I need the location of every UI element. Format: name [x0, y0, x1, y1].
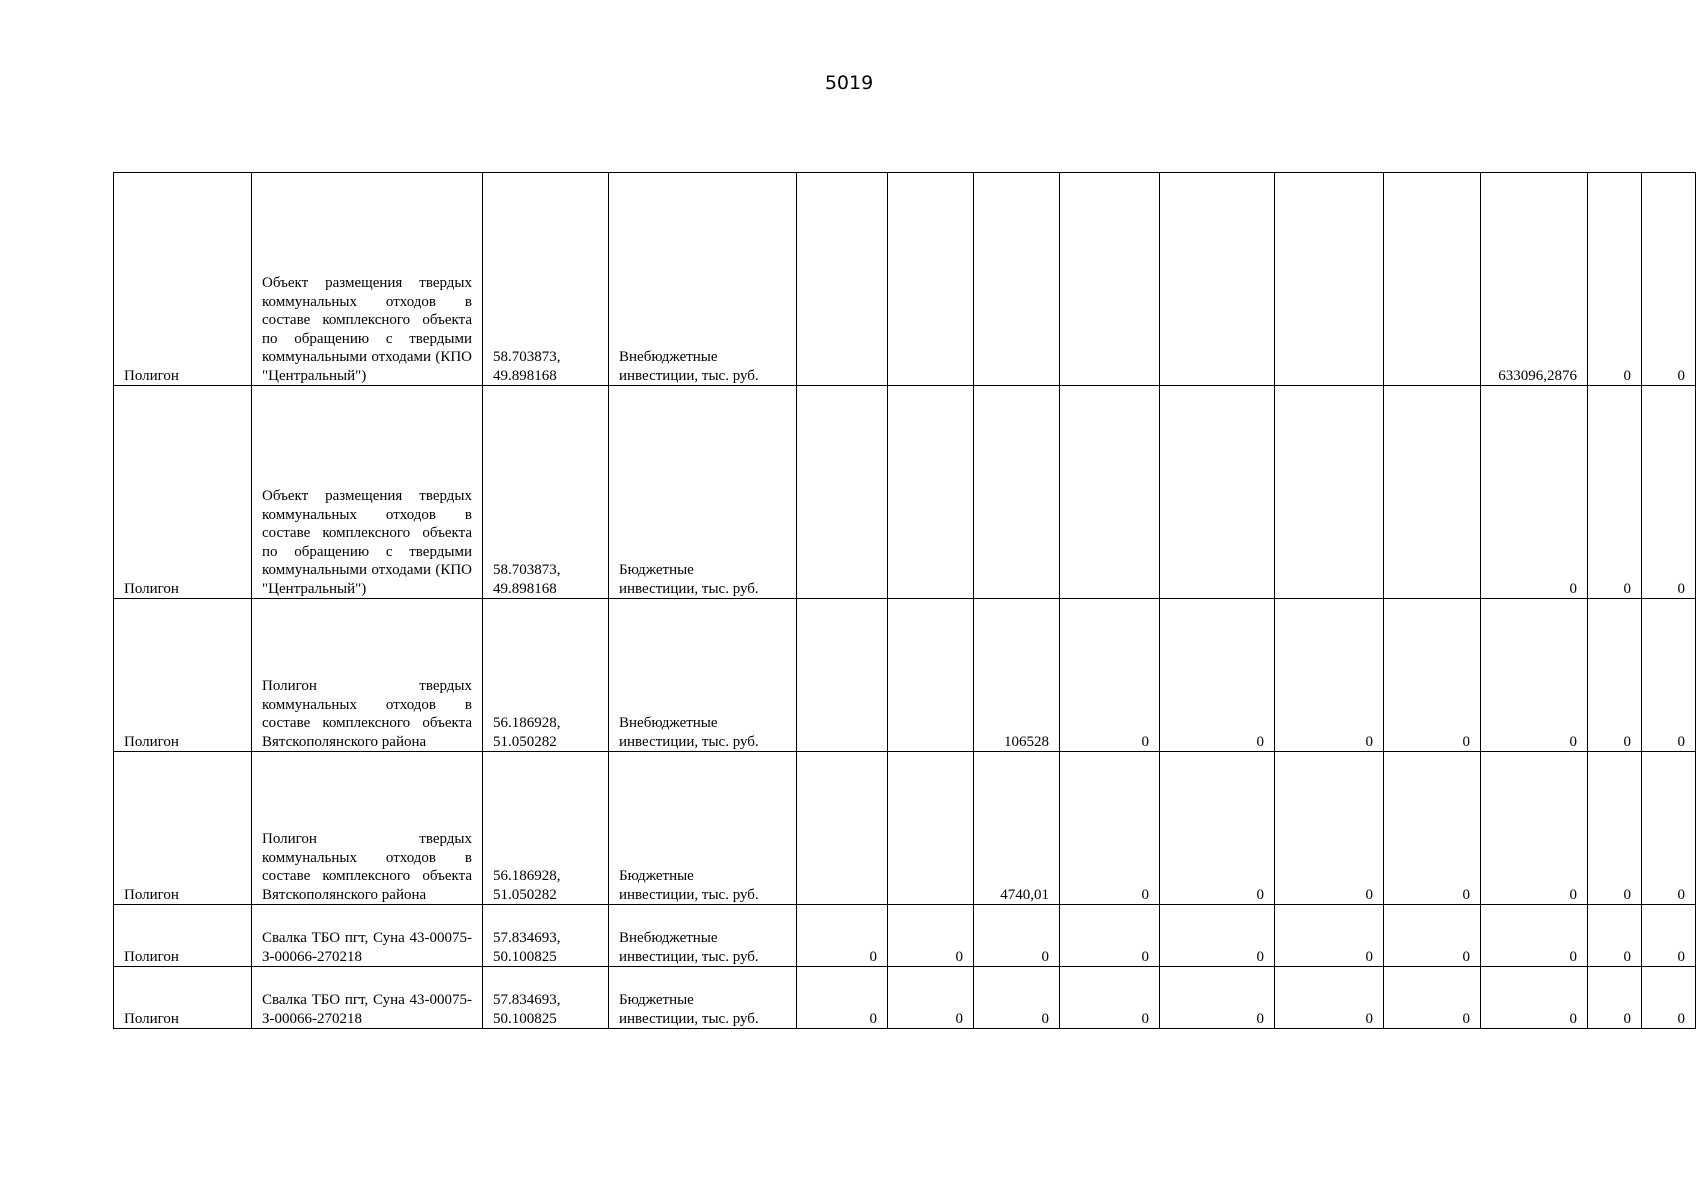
value-cell: [1275, 386, 1384, 599]
latitude-text: 58.703873,: [493, 562, 561, 578]
funding-source-unit: инвестиции, тыс. руб.: [619, 948, 759, 965]
longitude-text: 51.050282: [493, 733, 557, 750]
value-cell: 0: [1642, 905, 1696, 967]
object-name-cell: Объект размещения твердых коммунальных отходов в составе комплексного объекта по обращению с твердыми коммунальными отходами (КПО "Центральный"): [252, 173, 483, 386]
funding-source-type: Внебюджетные: [619, 349, 718, 365]
table-row: [114, 599, 1696, 752]
value-cell: [1384, 386, 1481, 599]
value-cell: 0: [1275, 905, 1384, 967]
value-cell: 0: [1642, 173, 1696, 386]
value-cell: 0: [1060, 967, 1160, 1029]
table-row: [114, 905, 1696, 967]
latitude-text: 58.703873,: [493, 349, 561, 365]
value-cell: 0: [1160, 752, 1275, 905]
object-type-cell: Полигон: [114, 905, 252, 967]
funding-source-cell: [609, 599, 797, 752]
value-cell: 0: [1588, 905, 1642, 967]
value-cell: 0: [1642, 599, 1696, 752]
value-cell: [797, 386, 888, 599]
longitude-text: 50.100825: [493, 948, 557, 965]
coordinates-cell: [483, 386, 609, 599]
value-cell: [1160, 173, 1275, 386]
table-row: [114, 386, 1696, 599]
value-cell: 0: [888, 905, 974, 967]
value-cell: 0: [1275, 599, 1384, 752]
value-cell: [797, 173, 888, 386]
funding-source-cell: [609, 752, 797, 905]
value-cell: 0: [1481, 752, 1588, 905]
value-cell: 0: [974, 905, 1060, 967]
funding-source-unit: инвестиции, тыс. руб.: [619, 886, 759, 903]
value-cell: 0: [1384, 967, 1481, 1029]
funding-source-type: Бюджетные: [619, 992, 694, 1008]
table-row: [114, 752, 1696, 905]
object-type-cell: Полигон: [114, 752, 252, 905]
latitude-text: 57.834693,: [493, 992, 561, 1008]
value-cell: 0: [1481, 386, 1588, 599]
coordinates-cell: [483, 599, 609, 752]
value-cell: 0: [1384, 905, 1481, 967]
funding-source-type: Внебюджетные: [619, 715, 718, 731]
value-cell: 0: [1060, 905, 1160, 967]
object-type-cell: Полигон: [114, 173, 252, 386]
page-number: 5019: [824, 72, 874, 94]
value-cell: 0: [1160, 599, 1275, 752]
funding-source-cell: [609, 386, 797, 599]
longitude-text: 49.898168: [493, 367, 557, 384]
value-cell: 0: [1588, 173, 1642, 386]
value-cell: 0: [1160, 967, 1275, 1029]
value-cell: [1060, 386, 1160, 599]
object-name-cell: Свалка ТБО пгт, Суна 43-00075-З-00066-270218: [252, 967, 483, 1029]
value-cell: 0: [1642, 752, 1696, 905]
funding-source-unit: инвестиции, тыс. руб.: [619, 367, 759, 384]
table-row: [114, 173, 1696, 386]
value-cell: [888, 599, 974, 752]
coordinates-cell: [483, 173, 609, 386]
value-cell: 0: [1275, 752, 1384, 905]
longitude-text: 51.050282: [493, 886, 557, 903]
investment-table: [113, 172, 1696, 1029]
latitude-text: 57.834693,: [493, 930, 561, 946]
coordinates-cell: [483, 752, 609, 905]
value-cell: 0: [974, 967, 1060, 1029]
value-cell: [1275, 173, 1384, 386]
value-cell: 0: [1481, 967, 1588, 1029]
value-cell: 0: [1642, 386, 1696, 599]
value-cell: 0: [797, 905, 888, 967]
value-cell: [797, 752, 888, 905]
value-cell: 0: [1642, 967, 1696, 1029]
coordinates-cell: [483, 905, 609, 967]
value-cell: [1060, 173, 1160, 386]
latitude-text: 56.186928,: [493, 715, 561, 731]
object-type-cell: Полигон: [114, 386, 252, 599]
funding-source-cell: [609, 173, 797, 386]
object-type-cell: Полигон: [114, 599, 252, 752]
table-body: [114, 173, 1696, 1029]
longitude-text: 50.100825: [493, 1010, 557, 1027]
coordinates-cell: [483, 967, 609, 1029]
value-cell: 0: [1160, 905, 1275, 967]
value-cell: 0: [1588, 599, 1642, 752]
value-cell: 0: [1060, 599, 1160, 752]
value-cell: 4740,01: [974, 752, 1060, 905]
value-cell: 0: [1060, 752, 1160, 905]
object-name-cell: Полигон твердых коммунальных отходов в составе комплексного объекта Вятскополянского района: [252, 599, 483, 752]
funding-source-type: Бюджетные: [619, 562, 694, 578]
table-row: [114, 967, 1696, 1029]
funding-source-cell: [609, 905, 797, 967]
value-cell: [888, 752, 974, 905]
object-type-cell: Полигон: [114, 967, 252, 1029]
funding-source-type: Внебюджетные: [619, 930, 718, 946]
value-cell: 633096,2876: [1481, 173, 1588, 386]
object-name-cell: Полигон твердых коммунальных отходов в составе комплексного объекта Вятскополянского района: [252, 752, 483, 905]
value-cell: 0: [1275, 967, 1384, 1029]
value-cell: 0: [1384, 752, 1481, 905]
value-cell: 0: [797, 967, 888, 1029]
value-cell: 0: [888, 967, 974, 1029]
value-cell: 106528: [974, 599, 1060, 752]
longitude-text: 49.898168: [493, 580, 557, 597]
funding-source-unit: инвестиции, тыс. руб.: [619, 733, 759, 750]
object-name-cell: Объект размещения твердых коммунальных отходов в составе комплексного объекта по обращению с твердыми коммунальными отходами (КПО "Центральный"): [252, 386, 483, 599]
value-cell: 0: [1481, 599, 1588, 752]
value-cell: [797, 599, 888, 752]
value-cell: [1384, 173, 1481, 386]
funding-source-unit: инвестиции, тыс. руб.: [619, 580, 759, 597]
value-cell: [888, 173, 974, 386]
value-cell: 0: [1588, 967, 1642, 1029]
value-cell: 0: [1588, 386, 1642, 599]
latitude-text: 56.186928,: [493, 868, 561, 884]
value-cell: [888, 386, 974, 599]
value-cell: [1160, 386, 1275, 599]
value-cell: 0: [1384, 599, 1481, 752]
funding-source-cell: [609, 967, 797, 1029]
funding-source-type: Бюджетные: [619, 868, 694, 884]
value-cell: [974, 173, 1060, 386]
funding-source-unit: инвестиции, тыс. руб.: [619, 1010, 759, 1027]
object-name-cell: Свалка ТБО пгт, Суна 43-00075-З-00066-270218: [252, 905, 483, 967]
value-cell: 0: [1481, 905, 1588, 967]
value-cell: 0: [1588, 752, 1642, 905]
value-cell: [974, 386, 1060, 599]
